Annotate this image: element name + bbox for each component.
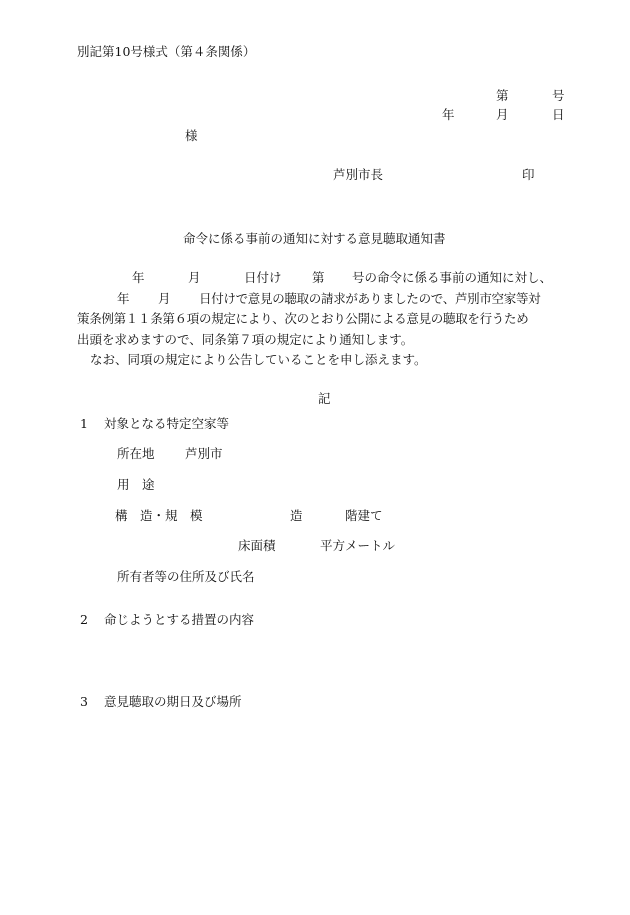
section-3-title: 意見聴取の期日及び場所 (104, 694, 242, 709)
floor-area-label: 床面積 (238, 538, 276, 553)
owner-label: 所有者等の住所及び氏名 (117, 569, 255, 584)
addressee-sama: 様 (185, 128, 198, 143)
sender: 芦別市長 (333, 167, 384, 182)
body-l2-month: 月 (158, 291, 171, 306)
form-label: 別記第10号様式（第４条関係） (77, 44, 256, 59)
body-l1-dai: 第 (312, 270, 325, 285)
date-year: 年 (442, 107, 455, 122)
doc-number-gou: 号 (552, 88, 565, 103)
doc-number-dai: 第 (496, 88, 509, 103)
date-day: 日 (552, 107, 565, 122)
body-l4: 出頭を求めますので、同条第７項の規定により通知します。 (77, 332, 414, 347)
document-title: 命令に係る事前の通知に対する意見聴取通知書 (183, 231, 446, 246)
use-label: 用 途 (117, 477, 155, 492)
body-l2-year: 年 (117, 291, 130, 306)
body-l1-year: 年 (132, 270, 145, 285)
section-2-title: 命じようとする措置の内容 (104, 612, 255, 627)
section-1-number: 1 (80, 416, 88, 431)
body-l1-rest: 号の命令に係る事前の通知に対し、 (352, 270, 553, 285)
location-label: 所在地 (117, 446, 155, 461)
ki-heading: 記 (318, 391, 331, 406)
body-l1-month: 月 (188, 270, 201, 285)
structure-floors: 階建て (345, 508, 383, 523)
section-3-number: 3 (80, 694, 88, 709)
seal-mark: 印 (522, 167, 535, 182)
location-value: 芦別市 (185, 446, 223, 461)
body-l2-rest: 日付けで意見の聴取の請求がありましたので、芦別市空家等対 (199, 291, 541, 306)
body-l3: 策条例第１１条第６項の規定により、次のとおり公開による意見の聴取を行うため (77, 311, 529, 326)
body-l5: なお、同項の規定により公告していることを申し添えます。 (90, 352, 427, 367)
section-2-number: 2 (80, 612, 88, 627)
structure-zou: 造 (290, 508, 303, 523)
floor-area-unit: 平方メートル (320, 538, 396, 553)
body-l1-hizuke: 日付け (244, 270, 282, 285)
section-1-title: 対象となる特定空家等 (104, 416, 230, 431)
structure-label: 構 造・規 模 (115, 508, 203, 523)
date-month: 月 (496, 107, 509, 122)
